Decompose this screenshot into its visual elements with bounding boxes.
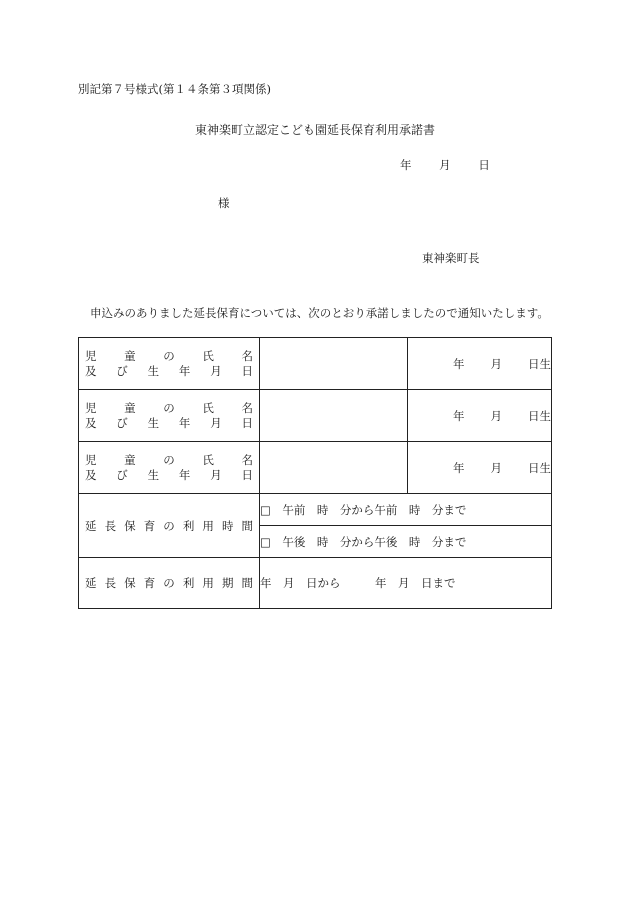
child-name-field[interactable] bbox=[260, 442, 408, 494]
period-value[interactable]: 年 月 日から 年 月 日まで bbox=[260, 558, 552, 609]
time-option-pm[interactable]: □ 午後 時 分から午後 時 分まで bbox=[260, 526, 552, 558]
child-info-label: 児 童 の 氏 名 及 び 生 年 月 日 bbox=[79, 338, 260, 390]
child-name-field[interactable] bbox=[260, 338, 408, 390]
date-year: 年 bbox=[400, 158, 412, 172]
issue-date bbox=[400, 157, 490, 173]
table-row-time-am bbox=[79, 494, 552, 526]
notice-text: 申込みのありました延長保育については、次のとおり承諾しましたので通知いたします。 bbox=[90, 306, 549, 320]
date-day: 日 bbox=[478, 158, 490, 172]
table-row-child-3 bbox=[79, 442, 552, 494]
time-label: 延 長 保 育 の 利 用 時 間 bbox=[79, 494, 260, 558]
child-info-label: 児 童 の 氏 名 及 び 生 年 月 日 bbox=[79, 442, 260, 494]
table-row-child-1 bbox=[79, 338, 552, 390]
child-name-field[interactable] bbox=[260, 390, 408, 442]
approval-table bbox=[78, 337, 552, 609]
document-title: 東神楽町立認定こども園延長保育利用承諾書 bbox=[194, 123, 435, 137]
child-dob-field[interactable]: 年 月 日生 bbox=[408, 338, 552, 390]
addressee-suffix: 様 bbox=[218, 196, 230, 210]
child-dob-field[interactable]: 年 月 日生 bbox=[408, 390, 552, 442]
date-month: 月 bbox=[439, 158, 451, 172]
child-dob-field[interactable]: 年 月 日生 bbox=[408, 442, 552, 494]
table-row-period bbox=[79, 558, 552, 609]
table-row-child-2 bbox=[79, 390, 552, 442]
issuer-label: 東神楽町長 bbox=[422, 251, 480, 265]
form-identifier: 別記第７号様式(第１４条第３項関係) bbox=[78, 82, 271, 96]
child-info-label: 児 童 の 氏 名 及 び 生 年 月 日 bbox=[79, 390, 260, 442]
time-option-am[interactable]: □ 午前 時 分から午前 時 分まで bbox=[260, 494, 552, 526]
period-label: 延 長 保 育 の 利 用 期 間 bbox=[79, 558, 260, 609]
